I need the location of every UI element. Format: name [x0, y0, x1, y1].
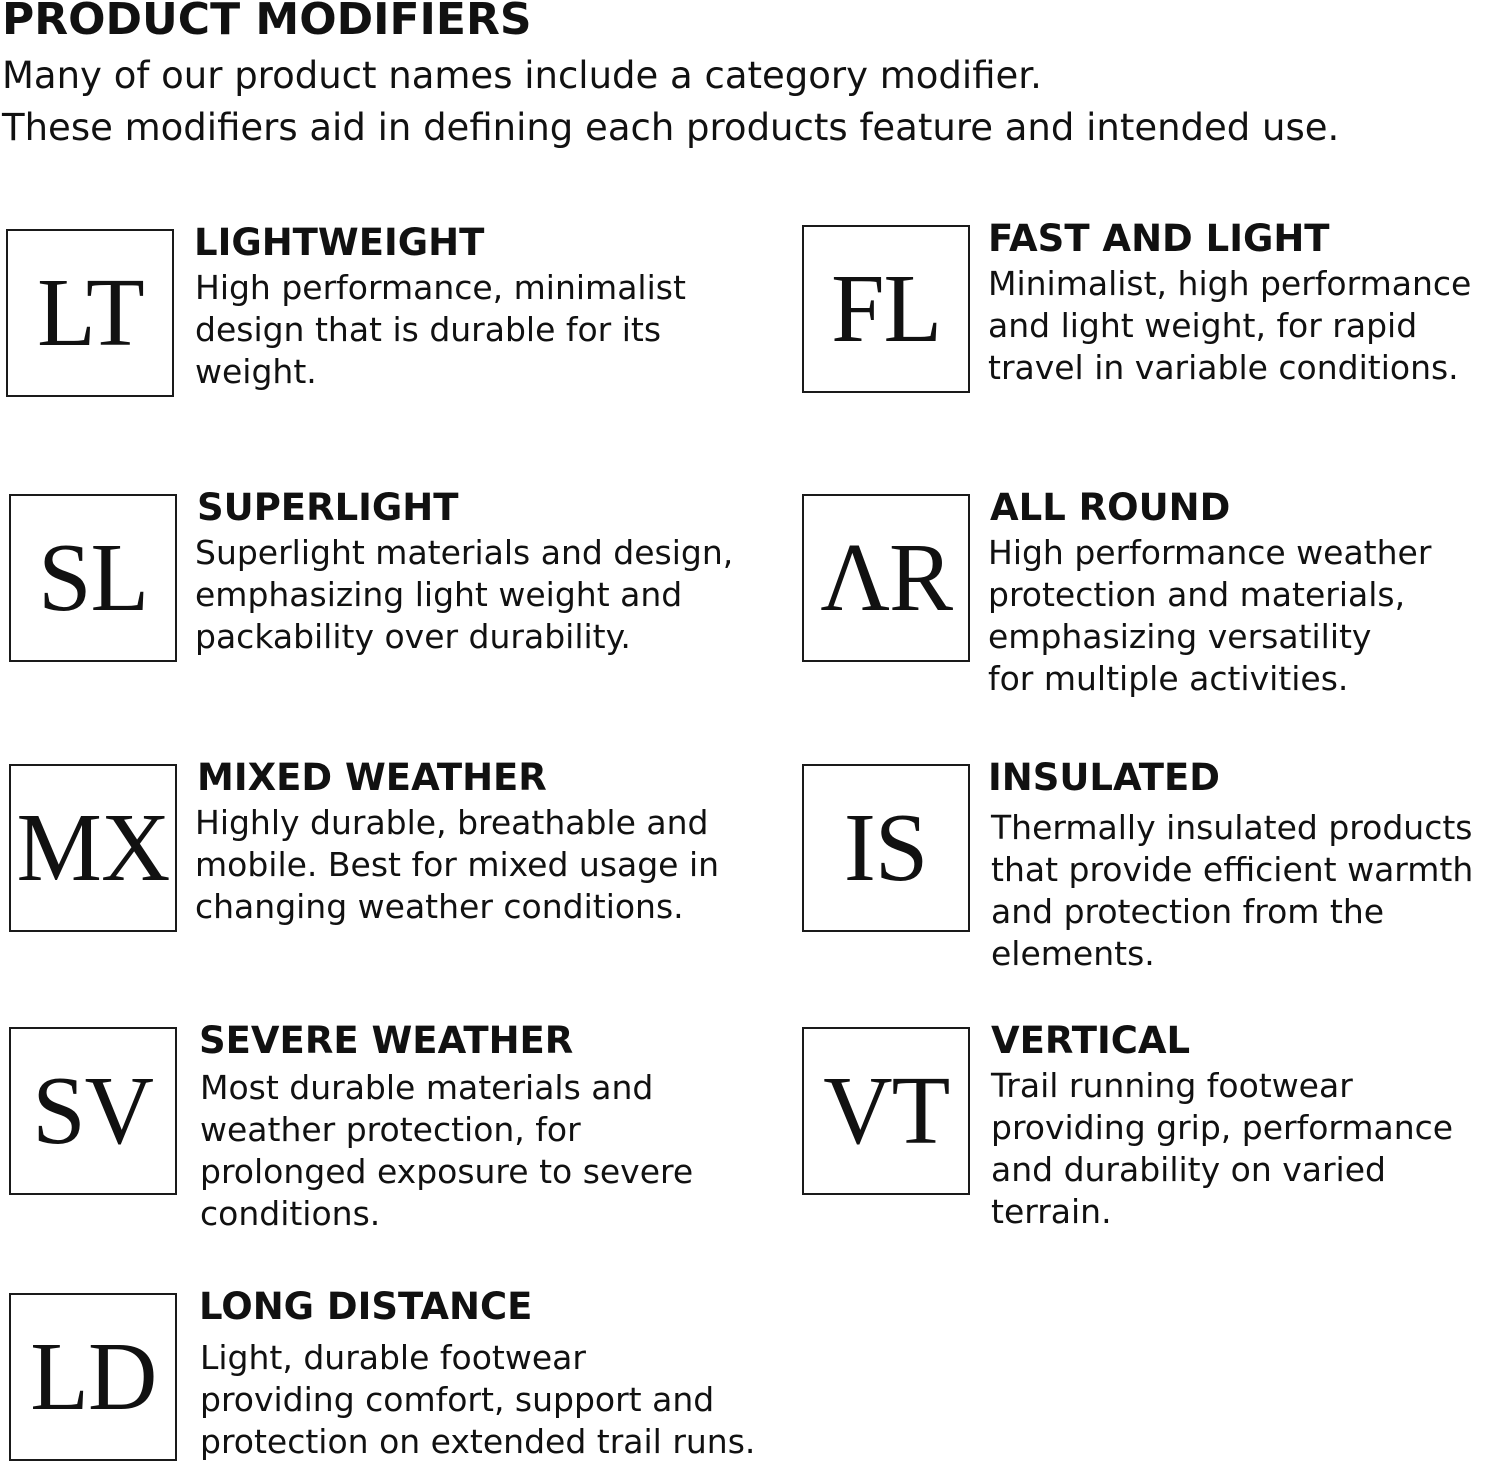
- modifier-title: FAST AND LIGHT: [988, 217, 1330, 260]
- modifier-title: INSULATED: [988, 756, 1220, 799]
- modifier-title: LONG DISTANCE: [199, 1285, 533, 1328]
- modifier-description: High performance weather protection and materials, emphasizing versatility for multiple activities.: [988, 533, 1432, 698]
- modifier-title: MIXED WEATHER: [197, 756, 547, 799]
- modifier-code: IS: [844, 794, 928, 902]
- modifier-code: VT: [822, 1057, 950, 1165]
- modifier-badge-fl: [802, 225, 970, 393]
- intro-text-line-1: Many of our product names include a category modifier.: [2, 54, 1042, 97]
- modifier-code: ΛR: [820, 524, 952, 632]
- modifier-badge-mx: [9, 764, 177, 932]
- modifier-code: SL: [37, 524, 149, 632]
- modifier-badge-sv: [9, 1027, 177, 1195]
- modifier-title: SEVERE WEATHER: [199, 1019, 574, 1062]
- modifier-badge-ar: [802, 494, 970, 662]
- modifier-badge-sl: [9, 494, 177, 662]
- modifier-code: FL: [830, 255, 942, 363]
- modifier-description: Minimalist, high performance and light weight, for rapid travel in variable conditions.: [988, 264, 1472, 387]
- modifier-description: Thermally insulated products that provide efficient warmth and protection from the elements.: [991, 808, 1474, 973]
- intro-text-line-2: These modifiers aid in defining each products feature and intended use.: [2, 106, 1340, 149]
- page-title: PRODUCT MODIFIERS: [2, 0, 532, 45]
- modifier-description: Superlight materials and design, emphasizing light weight and packability over durability.: [195, 533, 734, 656]
- modifier-code: LT: [36, 259, 144, 367]
- modifier-description: High performance, minimalist design that is durable for its weight.: [195, 268, 686, 391]
- modifier-title: VERTICAL: [991, 1019, 1191, 1062]
- modifier-description: Highly durable, breathable and mobile. Best for mixed usage in changing weather conditions.: [195, 803, 720, 926]
- modifier-title: SUPERLIGHT: [197, 486, 459, 529]
- modifier-title: LIGHTWEIGHT: [194, 221, 485, 264]
- modifier-code: MX: [16, 794, 170, 902]
- modifier-description: Most durable materials and weather protection, for prolonged exposure to severe conditions.: [200, 1068, 694, 1233]
- modifier-description: Light, durable footwear providing comfort, support and protection on extended trail runs.: [200, 1338, 756, 1461]
- modifier-code: SV: [32, 1057, 154, 1165]
- modifier-badge-vt: [802, 1027, 970, 1195]
- modifier-description: Trail running footwear providing grip, performance and durability on varied terrain.: [991, 1066, 1454, 1231]
- modifier-title: ALL ROUND: [990, 486, 1231, 529]
- modifier-badge-ld: [9, 1293, 177, 1461]
- modifier-badge-lt: [6, 229, 174, 397]
- modifier-badge-is: [802, 764, 970, 932]
- modifier-code: LD: [29, 1323, 157, 1431]
